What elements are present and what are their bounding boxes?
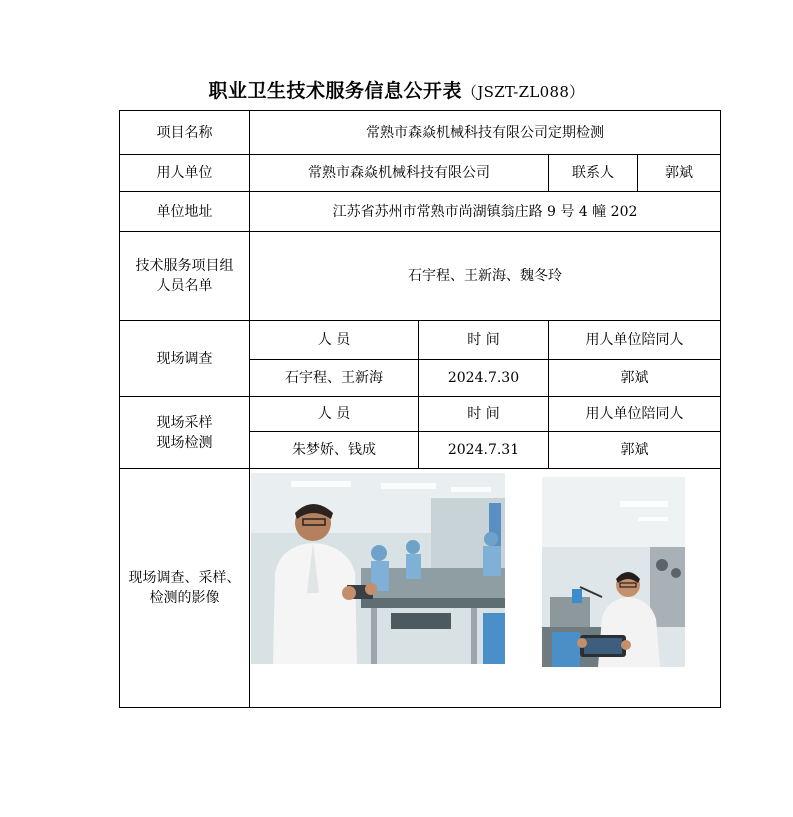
team-label-line2: 人员名单 — [156, 278, 213, 294]
team-label-line1: 技术服务项目组 — [135, 258, 234, 274]
sampling-col-people: 人 员 — [250, 397, 419, 432]
row-address — [120, 192, 721, 232]
row-sampling-header — [120, 397, 721, 432]
sampling-label-line2: 现场检测 — [156, 434, 213, 451]
survey-col-time: 时 间 — [419, 321, 549, 360]
team-label — [120, 232, 250, 321]
address-label: 单位地址 — [120, 192, 250, 232]
employer-label: 用人单位 — [120, 155, 250, 192]
row-employer — [120, 155, 721, 192]
site-photo-survey-image — [251, 473, 505, 664]
contact-value: 郭斌 — [638, 155, 721, 192]
address-value: 江苏省苏州市常熟市尚湖镇翁庄路 9 号 4 幢 202 — [250, 192, 721, 232]
project-name-value: 常熟市森焱机械科技有限公司定期检测 — [250, 111, 721, 155]
sampling-label-line1: 现场采样 — [156, 414, 213, 431]
project-name-label: 项目名称 — [120, 111, 250, 155]
form-code: （JSZT-ZL088） — [462, 83, 585, 101]
contact-label: 联系人 — [549, 155, 638, 192]
sampling-col-time: 时 间 — [419, 397, 549, 432]
survey-label: 现场调查 — [120, 321, 250, 397]
images-label-line1: 现场调查、采样、 — [128, 570, 241, 586]
employer-value: 常熟市森焱机械科技有限公司 — [250, 155, 549, 192]
team-value: 石宇程、王新海、魏冬玲 — [250, 232, 721, 321]
site-photo-sampling-image — [542, 477, 685, 667]
page-title — [0, 76, 793, 103]
survey-people: 石宇程、王新海 — [250, 360, 419, 397]
sampling-label — [120, 397, 250, 469]
site-photo-sampling — [542, 477, 685, 667]
title-text: 职业卫生技术服务信息公开表 — [208, 80, 463, 102]
survey-col-people: 人 员 — [250, 321, 419, 360]
survey-time: 2024.7.30 — [419, 360, 549, 397]
row-survey-header — [120, 321, 721, 360]
sampling-col-escort: 用人单位陪同人 — [549, 397, 721, 432]
site-photo-survey — [251, 473, 505, 664]
sampling-escort: 郭斌 — [549, 432, 721, 469]
images-label — [120, 469, 250, 708]
sampling-time: 2024.7.31 — [419, 432, 549, 469]
sampling-people: 朱梦娇、钱成 — [250, 432, 419, 469]
images-label-line2: 检测的影像 — [149, 590, 220, 606]
row-team — [120, 232, 721, 321]
survey-escort: 郭斌 — [549, 360, 721, 397]
survey-col-escort: 用人单位陪同人 — [549, 321, 721, 360]
row-project-name — [120, 111, 721, 155]
